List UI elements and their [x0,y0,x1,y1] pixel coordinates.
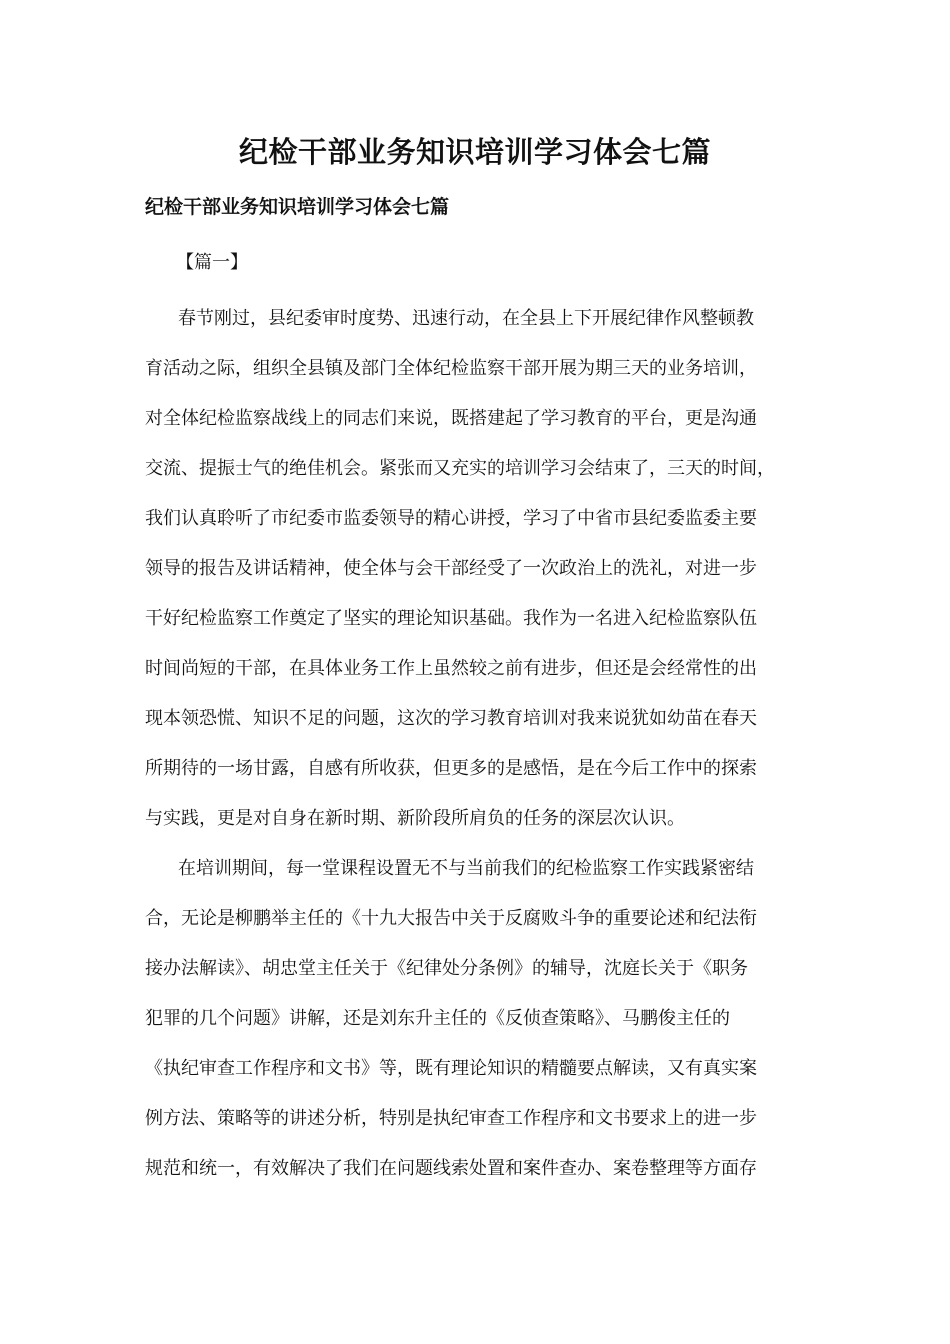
paragraph-line: 交流、提振士气的绝佳机会。紧张而又充实的培训学习会结束了，三天的时间， [145,458,775,479]
paragraph-line: 《执纪审查工作程序和文书》等，既有理论知识的精髓要点解读，又有真实案 [145,1058,757,1079]
paragraph-line: 干好纪检监察工作奠定了坚实的理论知识基础。我作为一名进入纪检监察队伍 [145,608,757,629]
paragraph-line: 春节刚过，县纪委审时度势、迅速行动，在全县上下开展纪律作风整顿教 [178,308,754,329]
paragraph-line: 现本领恐慌、知识不足的问题，这次的学习教育培训对我来说犹如幼苗在春天 [145,708,757,729]
paragraph-line: 时间尚短的干部，在具体业务工作上虽然较之前有进步，但还是会经常性的出 [145,658,757,679]
document-subtitle: 纪检干部业务知识培训学习体会七篇 [145,196,450,218]
body-paragraph [145,294,825,844]
paragraph-line: 领导的报告及讲话精神，使全体与会干部经受了一次政治上的洗礼，对进一步 [145,558,757,579]
paragraph-line: 与实践，更是对自身在新时期、新阶段所肩负的任务的深层次认识。 [145,808,685,829]
paragraph-line: 犯罪的几个问题》讲解，还是刘东升主任的《反侦查策略》、马鹏俊主任的 [145,1008,730,1029]
paragraph-line: 在培训期间，每一堂课程设置无不与当前我们的纪检监察工作实践紧密结 [178,858,754,879]
paragraph-line: 规范和统一，有效解决了我们在问题线索处置和案件查办、案卷整理等方面存 [145,1158,757,1179]
document-title: 纪检干部业务知识培训学习体会七篇 [238,135,711,169]
paragraph-line: 例方法、策略等的讲述分析，特别是执纪审查工作程序和文书要求上的进一步 [145,1108,757,1129]
body-paragraph [145,844,825,1194]
paragraph-line: 育活动之际，组织全县镇及部门全体纪检监察干部开展为期三天的业务培训， [145,358,757,379]
section-label: 【篇一】 [176,252,248,273]
paragraph-line: 接办法解读》、胡忠堂主任关于《纪律处分条例》的辅导，沈庭长关于《职务 [145,958,748,979]
paragraph-line: 对全体纪检监察战线上的同志们来说，既搭建起了学习教育的平台，更是沟通 [145,408,757,429]
paragraph-line: 所期待的一场甘露，自感有所收获，但更多的是感悟，是在今后工作中的探索 [145,758,757,779]
paragraph-line: 我们认真聆听了市纪委市监委领导的精心讲授，学习了中省市县纪委监委主要 [145,508,757,529]
paragraph-line: 合，无论是柳鹏举主任的《十九大报告中关于反腐败斗争的重要论述和纪法衔 [145,908,757,929]
